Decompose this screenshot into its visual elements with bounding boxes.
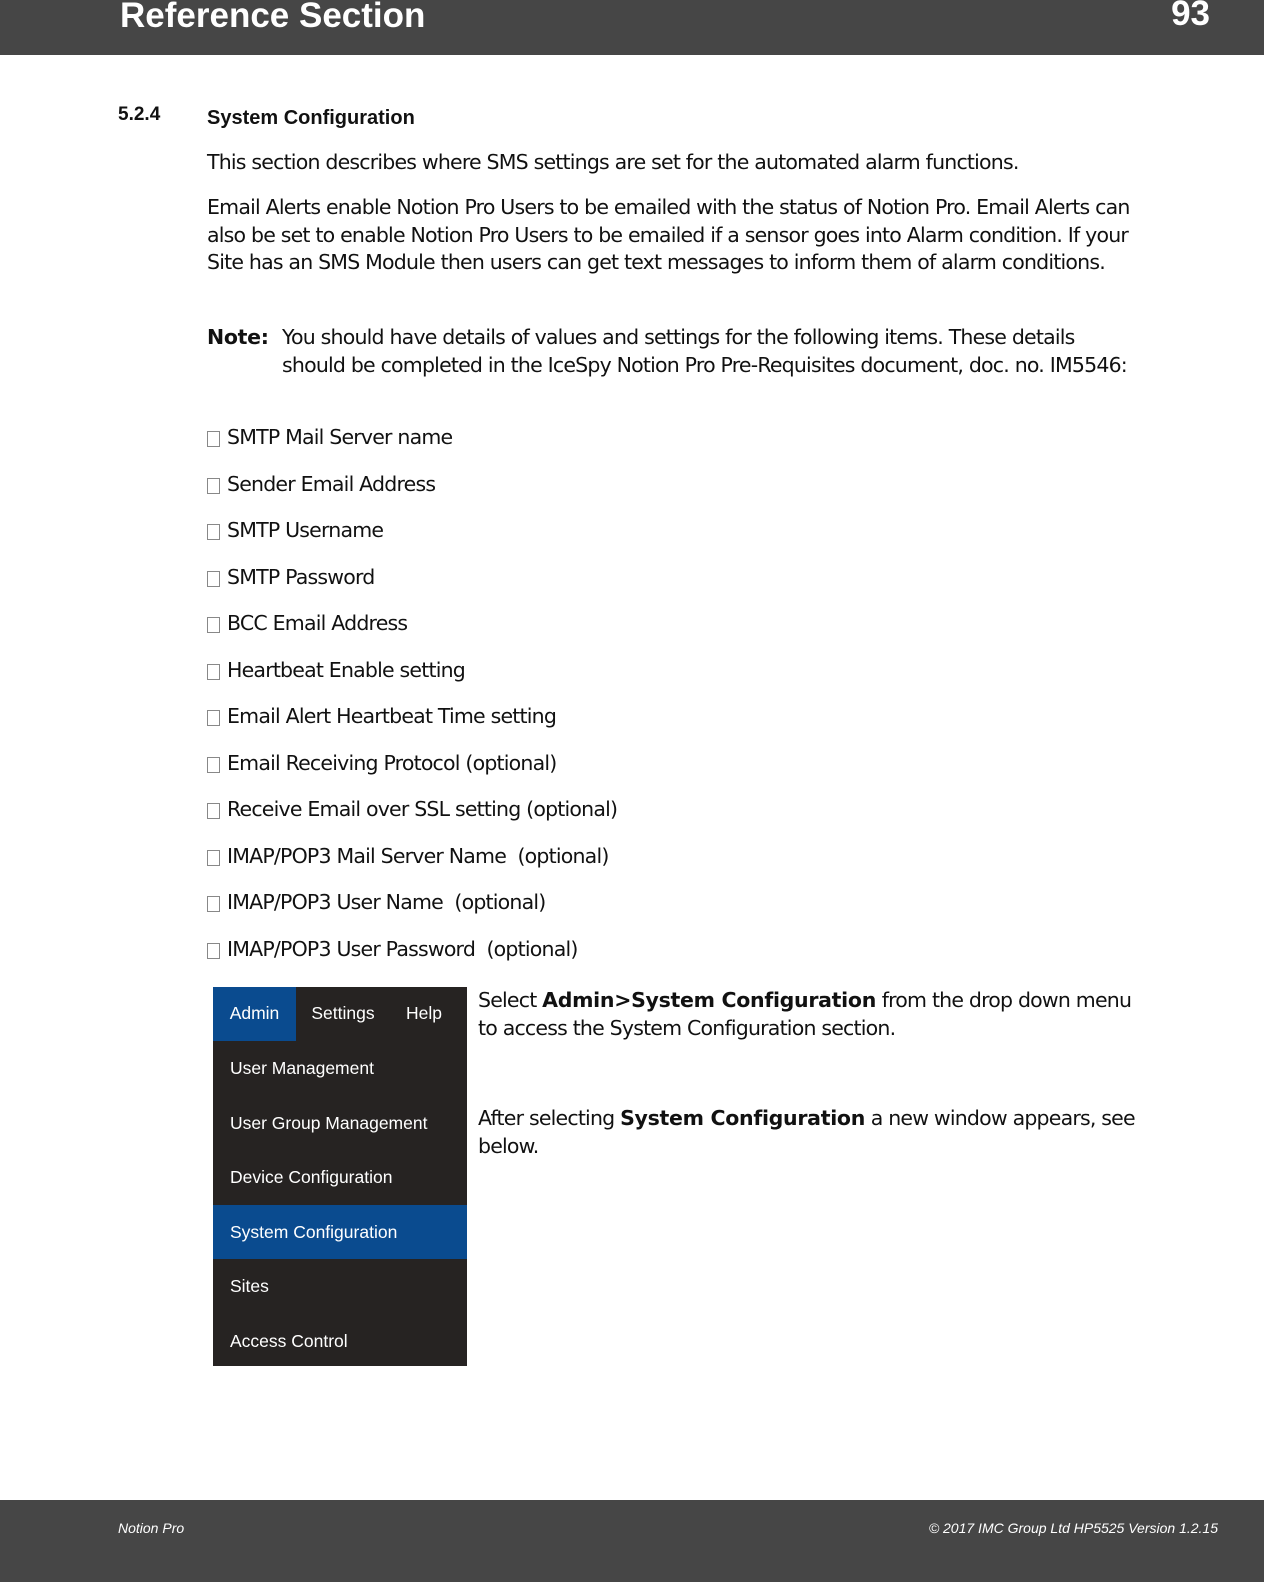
list-item: Receive Email over SSL setting (optional) <box>207 796 617 843</box>
list-item: IMAP/POP3 User Name (optional) <box>207 889 617 936</box>
list-item: Sender Email Address <box>207 471 617 518</box>
bullet-box-icon <box>207 524 220 540</box>
admin-dropdown-menu-screenshot <box>213 987 467 1366</box>
bullet-box-icon <box>207 617 220 633</box>
list-item: SMTP Password <box>207 564 617 611</box>
bullet-box-icon <box>207 757 220 773</box>
menu-item-device-configuration[interactable]: Device Configuration <box>230 1167 393 1187</box>
bullet-box-icon <box>207 664 220 680</box>
page-number: 93 <box>1171 0 1210 33</box>
header-title: Reference Section <box>120 0 426 35</box>
list-item: Email Alert Heartbeat Time setting <box>207 703 617 750</box>
requirements-list <box>207 424 617 982</box>
email-alerts-paragraph: Email Alerts enable Notion Pro Users to be emailed with the status of Notion Pro. Email Alerts can also be set to enable Notion Pro Users to be emailed if a sensor goes into Alarm condition. If your Site has an SMS Module then users can get text messages to inform them of alarm conditions. <box>207 195 1130 274</box>
menu-item-access-control[interactable]: Access Control <box>230 1330 348 1351</box>
list-item: IMAP/POP3 User Password (optional) <box>207 936 617 983</box>
bullet-box-icon <box>207 803 220 819</box>
list-item: IMAP/POP3 Mail Server Name (optional) <box>207 843 617 890</box>
list-item: BCC Email Address <box>207 610 617 657</box>
bullet-box-icon <box>207 478 220 494</box>
section-title: System Configuration <box>207 107 415 129</box>
page-footer <box>0 1500 1264 1582</box>
note-text: You should have details of values and settings for the following items. These details should be completed in the IceSpy Notion Pro Pre-Requisites document, doc. no. IM5546: <box>282 325 1127 377</box>
list-item: Heartbeat Enable setting <box>207 657 617 704</box>
bullet-box-icon <box>207 431 220 447</box>
note-label: Note: <box>207 325 269 349</box>
tab-help[interactable]: Help <box>406 1003 442 1023</box>
bullet-box-icon <box>207 943 220 959</box>
menu-item-sites[interactable]: Sites <box>230 1276 269 1296</box>
menu-item-user-group-management[interactable]: User Group Management <box>230 1112 428 1133</box>
page-header <box>0 0 1264 55</box>
menu-item-user-management[interactable]: User Management <box>230 1058 374 1078</box>
dropdown-list <box>213 1041 467 1368</box>
menu-tab-bar <box>213 987 467 1041</box>
list-item: SMTP Mail Server name <box>207 424 617 471</box>
section-number: 5.2.4 <box>118 104 161 125</box>
list-item: Email Receiving Protocol (optional) <box>207 750 617 797</box>
tab-admin[interactable]: Admin <box>213 987 296 1041</box>
after-select-instruction: After selecting System Configuration a new window appears, see below. <box>478 1106 1141 1158</box>
list-item: SMTP Username <box>207 517 617 564</box>
bullet-box-icon <box>207 896 220 912</box>
bullet-box-icon <box>207 850 220 866</box>
bullet-box-icon <box>207 571 220 587</box>
menu-item-system-configuration[interactable]: System Configuration <box>213 1205 467 1260</box>
footer-product-name: Notion Pro <box>118 1520 185 1536</box>
bullet-box-icon <box>207 710 220 726</box>
select-instruction: Select Admin>System Configuration from the drop down menu to access the System Configuration section. <box>478 988 1137 1040</box>
footer-copyright: © 2017 IMC Group Ltd HP5525 Version 1.2.15 <box>928 1520 1218 1536</box>
tab-settings[interactable]: Settings <box>311 1003 375 1023</box>
intro-paragraph: This section describes where SMS settings are set for the automated alarm functions. <box>207 150 1019 174</box>
